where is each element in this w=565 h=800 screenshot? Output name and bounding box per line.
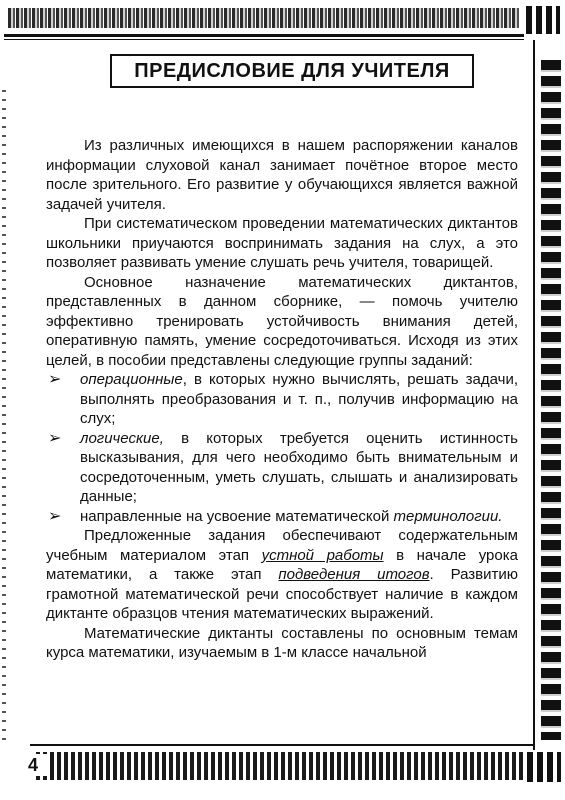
decorative-bottom-strip [36, 752, 526, 780]
decorative-top-strip [8, 8, 520, 28]
page-title: ПРЕДИСЛОВИЕ ДЛЯ УЧИТЕЛЯ [110, 54, 474, 88]
decorative-right-strip [541, 60, 561, 740]
bottom-rule [30, 744, 535, 746]
body-text [46, 136, 518, 663]
paragraph: Основное назначение математических диктантов, представленных в данном сборнике, — помочь учителю эффективно тренировать устойчивость внимания детей, оперативную память, умение сосредоточиваться. Исходя из этих целей, в пособии представлены следующие группы заданий: [46, 273, 518, 369]
task-groups-list [46, 370, 518, 526]
list-item [46, 429, 518, 507]
decorative-corner-blocks-bottom [527, 752, 561, 782]
page-number: 4 [16, 754, 50, 776]
list-item-text: в которых требуется оценить истинность высказывания, для чего необходимо быть внимательным и сосредоточенным, уметь слушать, слышать и анализировать данные; [80, 429, 518, 505]
text-span: Предложенные задания обеспечивают содержательным учебным материалом этап [46, 527, 518, 564]
list-item-term: терминологии. [393, 507, 503, 525]
emphasis-oral-work: устной работы [261, 546, 384, 564]
arrow-bullet-icon: ➢ [48, 507, 62, 525]
list-item-term: операционные [80, 371, 183, 388]
text-span: в начале урока математики, а также этап [46, 546, 518, 583]
right-margin-line [533, 40, 535, 750]
paragraph: Математические диктанты составлены по основным темам курса математики, изучаемым в 1-м классе начальной [46, 624, 518, 661]
list-item [46, 370, 518, 429]
list-item [46, 507, 518, 527]
list-item-term: логические, [80, 429, 164, 447]
emphasis-summary: подведения итогов [278, 566, 430, 583]
decorative-corner-blocks [526, 6, 560, 34]
decorative-left-strip [2, 90, 6, 740]
arrow-bullet-icon: ➢ [48, 429, 62, 447]
paragraph: При систематическом проведении математических диктантов школьники приучаются воспринимать задания на слух, а это позволяет развивать умение слушать речь учителя, товарищей. [46, 215, 518, 271]
text-span: . Развитию грамотной математической речи способствует наличие в каждом диктанте образцов чтения математических выражений. [46, 566, 518, 622]
list-item-text: направленные на усвоение математической [80, 507, 394, 525]
list-item-text: , в которых нужно вычислять, решать задачи, выполнять преобразования и т. п., получив информацию на слух; [80, 371, 518, 427]
top-rule-thin [4, 39, 524, 40]
paragraph [46, 526, 518, 624]
top-rule [4, 34, 524, 37]
paragraph: Из различных имеющихся в нашем распоряжении каналов информации слуховой канал занимает почётное второе место после зрительного. Его развитие у обучающихся является важной задачей учителя. [46, 137, 518, 213]
arrow-bullet-icon: ➢ [48, 371, 62, 388]
